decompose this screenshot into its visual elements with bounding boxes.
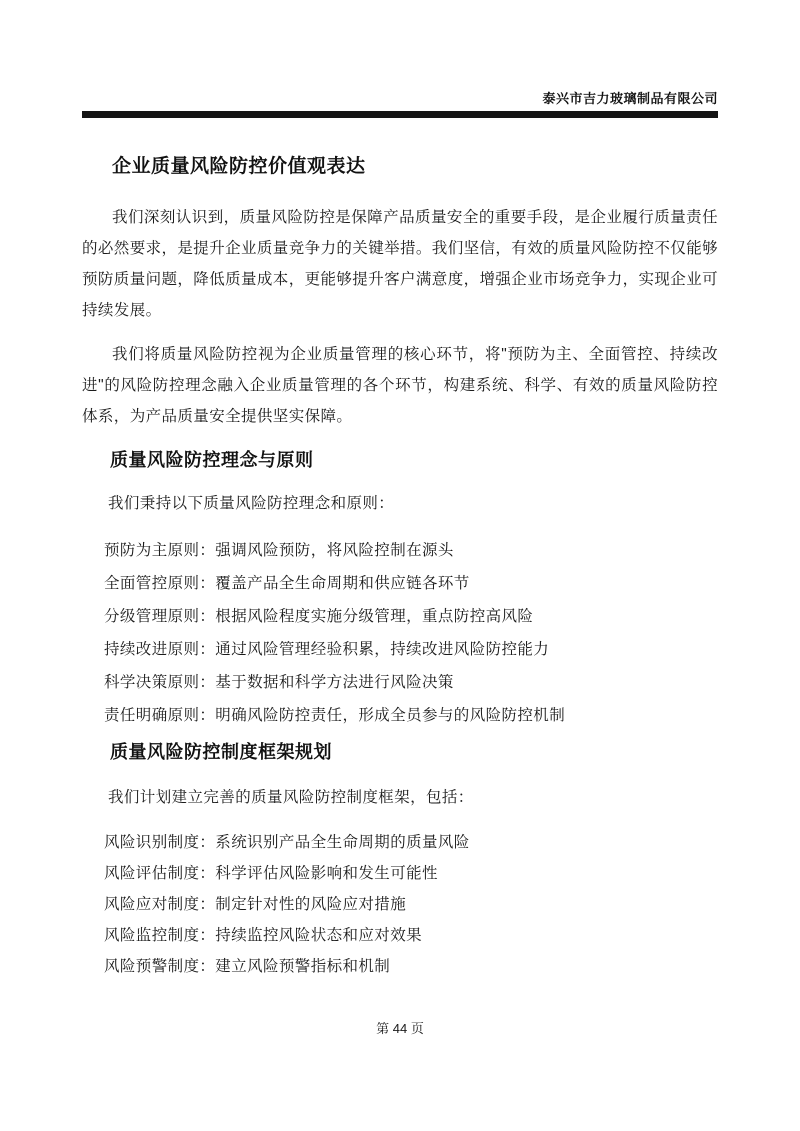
list-item: 风险识别制度：系统识别产品全生命周期的质量风险 bbox=[104, 834, 470, 851]
principles-list bbox=[82, 534, 718, 732]
list-item: 科学决策原则：基于数据和科学方法进行风险决策 bbox=[104, 674, 454, 691]
framework-lead: 我们计划建立完善的质量风险防控制度框架，包括： bbox=[108, 789, 474, 806]
list-item: 持续改进原则：通过风险管理经验积累，持续改进风险防控能力 bbox=[104, 641, 550, 658]
list-item: 风险评估制度：科学评估风险影响和发生可能性 bbox=[104, 865, 438, 882]
section-heading-principles: 质量风险防控理念与原则 bbox=[110, 450, 314, 470]
list-item: 预防为主原则：强调风险预防，将风险控制在源头 bbox=[104, 542, 454, 559]
principles-lead: 我们秉持以下质量风险防控理念和原则： bbox=[108, 495, 395, 512]
list-item: 分级管理原则：根据风险程度实施分级管理，重点防控高风险 bbox=[104, 608, 534, 625]
page-footer bbox=[0, 1020, 800, 1038]
intro-paragraph-1: 我们深刻认识到，质量风险防控是保障产品质量安全的重要手段，是企业履行质量责任的必然要求，是提升企业质量竞争力的关键举措。我们坚信，有效的质量风险防控不仅能够预防质量问题，降低质量成本，更能够提升客户满意度，增强企业市场竞争力，实现企业可持续发展。 bbox=[82, 209, 719, 319]
list-item: 风险应对制度：制定针对性的风险应对措施 bbox=[104, 896, 407, 913]
page-number: 第 44 页 bbox=[376, 1021, 424, 1036]
list-item: 风险预警制度：建立风险预警指标和机制 bbox=[104, 958, 391, 975]
framework-list bbox=[82, 827, 718, 982]
list-item: 全面管控原则：覆盖产品全生命周期和供应链各环节 bbox=[104, 575, 470, 592]
intro-paragraph-2: 我们将质量风险防控视为企业质量管理的核心环节，将"预防为主、全面管控、持续改进"的风险防控理念融入企业质量管理的各个环节，构建系统、科学、有效的质量风险防控体系，为产品质量安全提供坚实保障。 bbox=[82, 346, 718, 425]
list-item: 责任明确原则：明确风险防控责任，形成全员参与的风险防控机制 bbox=[104, 707, 566, 724]
section-heading-framework: 质量风险防控制度框架规划 bbox=[110, 742, 332, 762]
header-double-rule bbox=[82, 111, 718, 118]
document-title: 企业质量风险防控价值观表达 bbox=[112, 156, 366, 177]
company-name: 泰兴市吉力玻璃制品有限公司 bbox=[542, 91, 718, 106]
list-item: 风险监控制度：持续监控风险状态和应对效果 bbox=[104, 927, 423, 944]
page-header bbox=[82, 0, 718, 118]
